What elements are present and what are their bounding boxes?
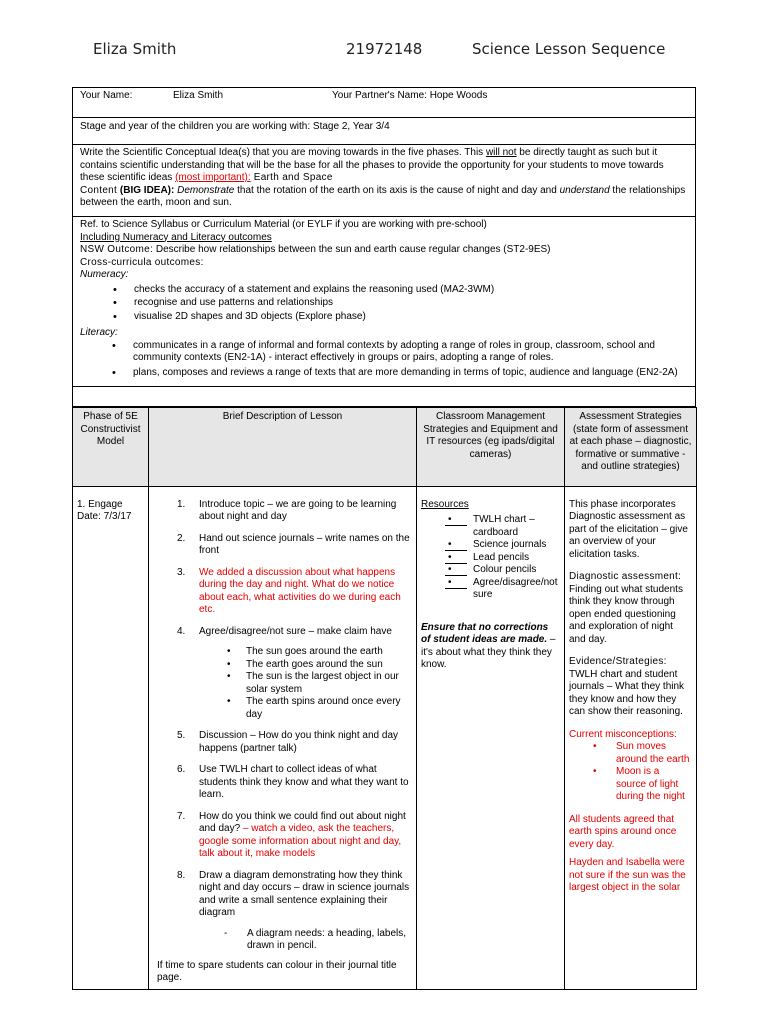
misconceptions-label: Current misconceptions: bbox=[569, 728, 677, 740]
step-item: 8. Draw a diagram demonstrating how they think night and day occurs – draw in science journals and write a small sentence explaining their diagram - A diagram needs: a heading, labels, drawn in pencil. bbox=[155, 870, 412, 953]
syllabus-ref: Ref. to Science Syllabus or Curriculum Material (or EYLF if you are working with pre-school) bbox=[80, 219, 487, 230]
diagram-requirements bbox=[199, 928, 412, 953]
claim-item: • The earth spins around once every day bbox=[199, 696, 412, 721]
numeracy-label: Numeracy: bbox=[80, 269, 129, 280]
claim-list bbox=[199, 646, 412, 721]
header-document-title: Science Lesson Sequence bbox=[472, 40, 666, 58]
claim-item: • The sun is the largest object in our solar system bbox=[199, 671, 412, 696]
misconception-item: • Sun moves around the earth bbox=[569, 741, 692, 766]
numeracy-item: • visualise 2D shapes and 3D objects (Explore phase) bbox=[134, 311, 689, 324]
spacer-row bbox=[72, 387, 696, 407]
nsw-outcome: NSW Outcome: Describe how relationships between the sun and earth cause regular changes (ST2-9ES) bbox=[80, 244, 551, 255]
diagnostic-label: Diagnostic assessment: bbox=[569, 571, 682, 582]
literacy-item: • plans, composes and reviews a range of texts that are more demanding in terms of topic, audience and language (EN2-2A) bbox=[133, 367, 689, 380]
table-row bbox=[73, 495, 697, 990]
misconceptions-list bbox=[569, 741, 692, 804]
page-header bbox=[0, 40, 768, 64]
content-big-idea: Content (BIG IDEA): Demonstrate that the rotation of the earth on its axis is the cause of night and day and understand the relationships between the earth, moon and sun. bbox=[80, 184, 686, 208]
diagram-requirement-item: - A diagram needs: a heading, labels, drawn in pencil. bbox=[199, 928, 412, 953]
management-cell bbox=[417, 495, 565, 990]
resource-item: • Colour pencils bbox=[421, 564, 560, 577]
idea-topic: Earth and Space bbox=[250, 172, 333, 183]
resources-label: Resources bbox=[421, 498, 469, 510]
lesson-steps bbox=[155, 499, 412, 953]
literacy-label: Literacy: bbox=[80, 327, 118, 338]
claim-item: • The sun goes around the earth bbox=[199, 646, 412, 659]
cross-curricula-label: Cross-curricula outcomes: bbox=[80, 256, 204, 268]
syllabus-row bbox=[72, 217, 696, 387]
phase-date: Date: 7/3/17 bbox=[77, 511, 132, 522]
step-item: 4. Agree/disagree/not sure – make claim have • The sun goes around the earth • The earth goes around the sun • The sun is the largest object in our solar system • The earth spins around once every day bbox=[155, 626, 412, 722]
resource-item: • Lead pencils bbox=[421, 552, 560, 565]
unsure-note: Hayden and Isabella were not sure if the sun was the largest object in the solar bbox=[569, 857, 686, 893]
spare-time-note: If time to spare students can colour in their journal title page. bbox=[157, 959, 397, 983]
header-assessment: Assessment Strategies (state form of assessment at each phase – diagnostic, formative or summative - and outline strategies) bbox=[565, 408, 697, 487]
description-cell bbox=[149, 495, 417, 990]
ensure-note: Ensure that no corrections of student ideas are made. – it's about what they think they know. bbox=[421, 621, 556, 670]
evidence-label: Evidence/Strategies: bbox=[569, 656, 667, 667]
diagnostic-text: Finding out what students think they know through open ended questioning and exploration of night and day. bbox=[569, 583, 683, 645]
name-row bbox=[72, 87, 696, 118]
step-item: 1. Introduce topic – we are going to be learning about night and day bbox=[177, 498, 397, 522]
lesson-table bbox=[72, 407, 697, 990]
most-important-note: (most important): bbox=[175, 172, 251, 183]
resource-item: • TWLH chart – cardboard bbox=[421, 514, 560, 539]
numeracy-item: • recognise and use patterns and relationships bbox=[134, 297, 689, 310]
numeracy-list bbox=[134, 284, 689, 324]
evidence-text: TWLH chart and student journals – What they think they know and how they can show their reasoning. bbox=[569, 668, 685, 717]
header-phase: Phase of 5E Constructivist Model bbox=[73, 408, 149, 487]
resource-item: • Agree/disagree/not sure bbox=[421, 577, 560, 602]
step-item: 5. Discussion – How do you think night and day happens (partner talk) bbox=[177, 730, 399, 754]
step-item: 7. How do you think we could find out about night and day? – watch a video, ask the teachers, google some information about night and day, talk about it, make models bbox=[177, 810, 406, 859]
literacy-item: • communicates in a range of informal and formal contexts by adopting a range of roles in group, classroom, school and community contexts (EN2-1A) - interact effectively in groups or pairs, adopting a range of roles. bbox=[133, 340, 689, 365]
stage-text: Stage and year of the children you are working with: Stage 2, Year 3/4 bbox=[80, 121, 390, 132]
lesson-plan-document bbox=[72, 87, 696, 990]
step-item: 6. Use TWLH chart to collect ideas of what students think they know and what they want to learn. bbox=[177, 764, 409, 800]
claim-item: • The earth goes around the sun bbox=[199, 659, 412, 672]
phase-name: 1. Engage bbox=[77, 498, 123, 510]
header-student-id: 21972148 bbox=[346, 40, 423, 58]
header-description: Brief Description of Lesson bbox=[149, 408, 417, 487]
stage-row bbox=[72, 118, 696, 145]
agreed-note: All students agreed that earth spins around once every day. bbox=[569, 813, 677, 850]
including-outcomes: Including Numeracy and Literacy outcomes bbox=[80, 231, 272, 243]
your-name-value: Eliza Smith bbox=[173, 90, 224, 101]
header-management: Classroom Management Strategies and Equipment and IT resources (eg ipads/digital cameras) bbox=[417, 408, 565, 487]
step-item: 3. We added a discussion about what happens during the day and night. What do we notice about each, what activities do we during each etc. bbox=[177, 566, 401, 615]
your-name-label: Your Name: bbox=[80, 90, 133, 101]
table-header-row bbox=[73, 408, 697, 487]
conceptual-idea-row bbox=[72, 145, 696, 217]
assessment-intro: This phase incorporates Diagnostic assessment as part of the elicitation – give an overview of your elicitation tasks. bbox=[569, 498, 688, 560]
numeracy-item: • checks the accuracy of a statement and explains the reasoning used (MA2-3WM) bbox=[134, 284, 689, 297]
misconception-item: • Moon is a source of light during the night bbox=[569, 766, 692, 804]
assessment-cell bbox=[565, 495, 697, 990]
will-not-emphasis: will not bbox=[485, 147, 517, 158]
header-author-name: Eliza Smith bbox=[93, 40, 177, 58]
step-item: 2. Hand out science journals – write names on the front bbox=[177, 532, 410, 556]
literacy-list bbox=[133, 340, 689, 380]
resources-list bbox=[421, 514, 560, 602]
resource-item: • Science journals bbox=[421, 539, 560, 552]
conceptual-idea-text: Write the Scientific Conceptual Idea(s) that you are moving towards in the five phases. This will not be directly taught as such but it contains scientific understanding that will be the base for all the phases to provide the opportunity for your students to move towards these scientific ideas (most important): Earth and Space bbox=[80, 147, 664, 183]
table-gap-row bbox=[73, 487, 697, 495]
partner-name: Your Partner's Name: Hope Woods bbox=[332, 90, 488, 101]
phase-cell bbox=[73, 495, 149, 990]
